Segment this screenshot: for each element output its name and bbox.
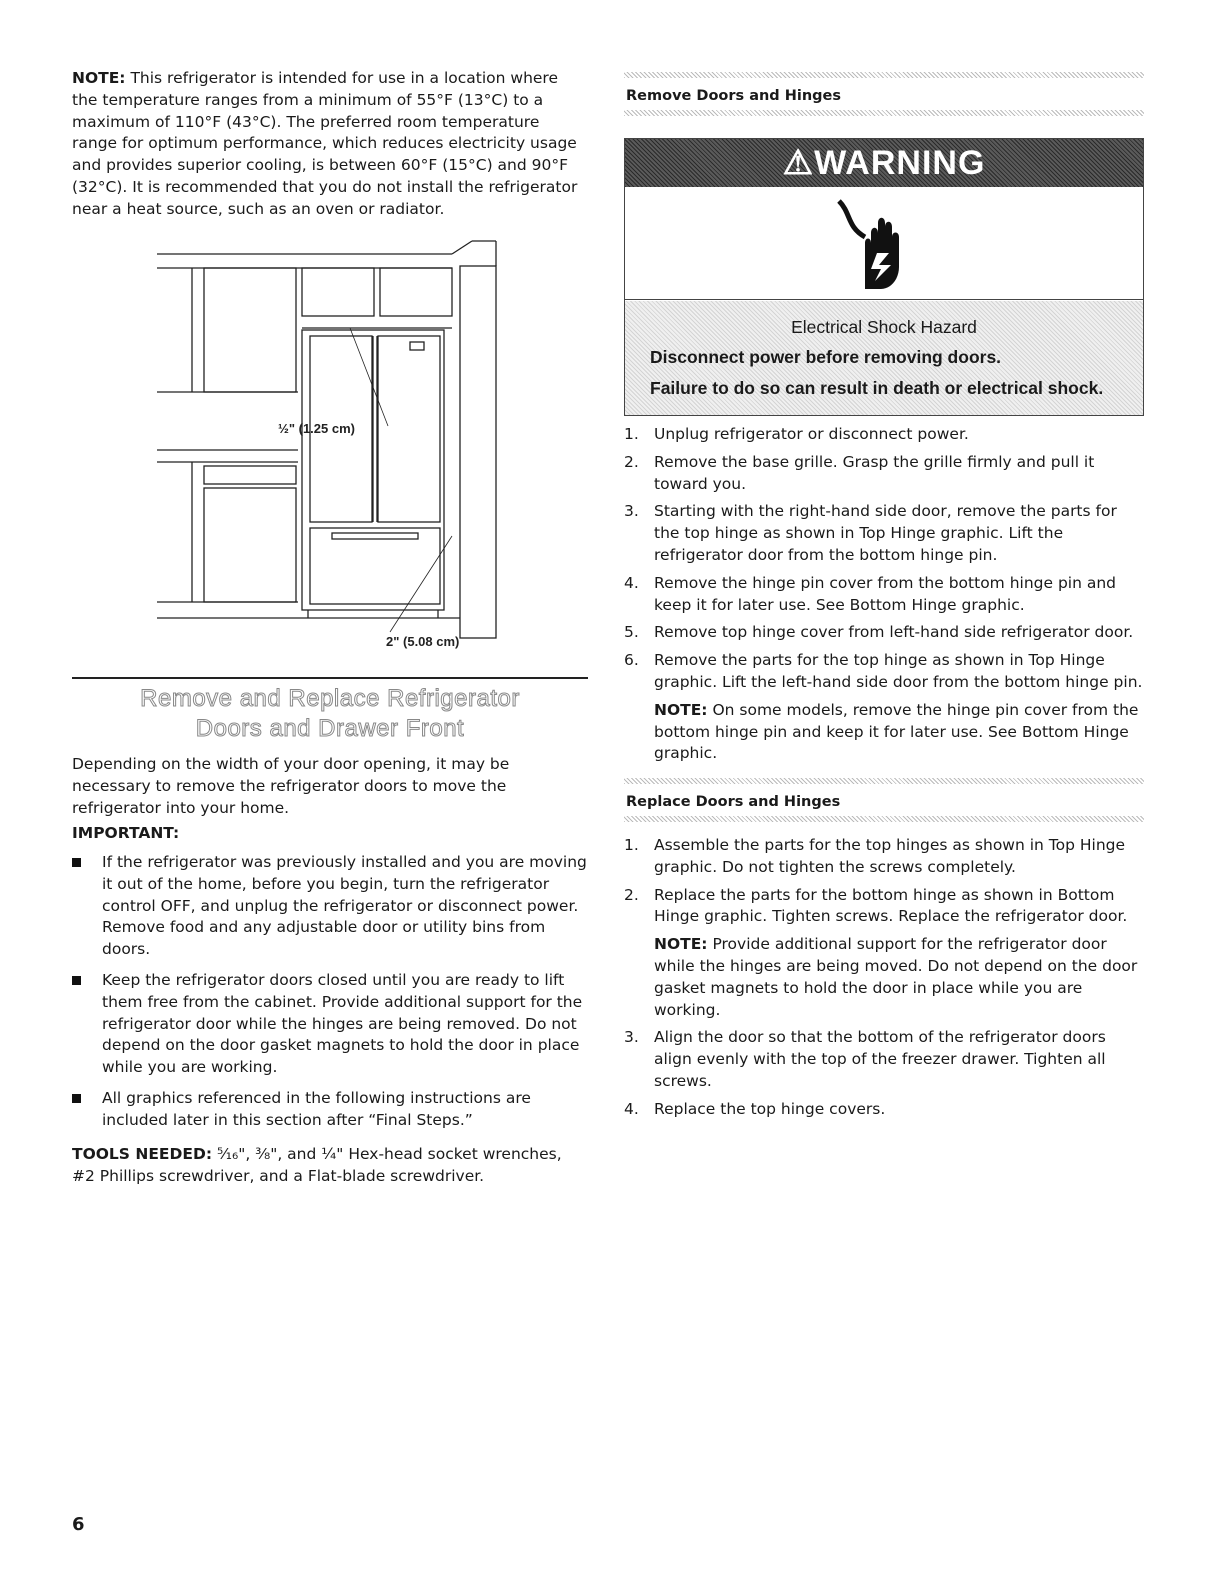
section-title-line1: Remove and Replace Refrigerator: [140, 685, 520, 712]
warning-triangle-icon: ⚠: [782, 144, 815, 182]
hatch-rule: [624, 778, 1144, 784]
square-bullet-icon: [72, 976, 81, 985]
fridge-door-right: [378, 336, 440, 522]
list-item: 1. Assemble the parts for the top hinges as shown in Top Hinge graphic. Do not tighten the screws completely.: [624, 836, 1126, 876]
intro-paragraph: Depending on the width of your door opening, it may be necessary to remove the refrigerator doors to move the refrigerator into your home.: [72, 755, 510, 817]
list-item: Keep the refrigerator doors closed until you are ready to lift them free from the cabinet. Provide additional support for the refrigerator door while the hinges are being removed. Do not depend on the door gasket magnets to hold the door in place while you are working.: [72, 970, 588, 1079]
list-item: All graphics referenced in the following instructions are included later in this section after “Final Steps.”: [72, 1088, 588, 1132]
warning-icon-area: [625, 187, 1143, 300]
list-item: 5. Remove top hinge cover from left-hand side refrigerator door.: [624, 623, 1134, 642]
list-item: 2. Replace the parts for the bottom hinge as shown in Bottom Hinge graphic. Tighten screws. Replace the refrigerator door. NOTE: Provide additional support for the refrigerator door while the hinges are being moved. Do not depend on the door gasket magnets to hold the door in place while you are working.: [624, 885, 1144, 1022]
list-item: 6. Remove the parts for the top hinge as shown in Top Hinge graphic. Lift the left-hand side door from the bottom hinge pin. NOTE: On some models, remove the hinge pin cover from the bottom hinge pin and keep it for later use. See Bottom Hinge graphic.: [624, 650, 1144, 765]
section-title-line2: Doors and Drawer Front: [195, 715, 465, 742]
drawer-handle: [332, 533, 418, 539]
upper-cabinet-right: [380, 268, 452, 316]
remove-steps-list: [624, 424, 1144, 771]
replace-steps-list: [624, 835, 1144, 1127]
upper-cabinet-left: [204, 268, 296, 392]
section-title: [72, 684, 588, 744]
note-text: This refrigerator is intended for use in a location where the temperature ranges from a minimum of 55°F (13°C) to a maximum of 110°F (43°C). The preferred room temperature range for optimum performance, which reduces electricity usage and provides superior cooling, is between 60°F (15°C) and 90°F (32°C). It is recommended that you do not install the refrigerator near a heat source, such as an oven or radiator.: [72, 69, 578, 218]
list-item: 4. Remove the hinge pin cover from the bottom hinge pin and keep it for later use. See Bottom Hinge graphic.: [624, 573, 1117, 614]
warning-header: [625, 139, 1143, 187]
warning-line-1: Disconnect power before removing doors.: [650, 347, 1002, 367]
tools-text: ⁵⁄₁₆", ³⁄₈", and ¼" Hex-head socket wrenches, #2 Phillips screwdriver, and a Flat-blade screwdriver.: [72, 1145, 562, 1185]
list-item: 1. Unplug refrigerator or disconnect power.: [624, 425, 969, 443]
tools-label: TOOLS NEEDED:: [72, 1145, 213, 1163]
electric-shock-hand-icon: [835, 193, 915, 293]
upper-cabinet-mid: [302, 268, 374, 316]
warning-title: WARNING: [814, 144, 986, 182]
replace-doors-heading: Replace Doors and Hinges: [626, 794, 841, 810]
square-bullet-icon: [72, 858, 81, 867]
list-item: 3. Align the door so that the bottom of the refrigerator doors align evenly with the top of the freezer drawer. Tighten all screws.: [624, 1028, 1106, 1090]
list-item: 2. Remove the base grille. Grasp the grille firmly and pull it toward you.: [624, 452, 1095, 493]
temperature-note: [72, 68, 588, 221]
hatch-rule: [624, 110, 1144, 116]
important-label: IMPORTANT:: [72, 824, 180, 842]
top-clearance-label: ½" (1.25 cm): [278, 421, 355, 436]
list-item: 4. Replace the top hinge covers.: [624, 1099, 886, 1118]
step-note: NOTE: Provide additional support for the refrigerator door while the hinges are being moved. Do not depend on the door gasket magnets to hold the door in place while you are working.: [654, 935, 1138, 1019]
note-label: NOTE:: [72, 69, 126, 87]
list-item: 3. Starting with the right-hand side door, remove the parts for the top hinge as shown in Top Hinge graphic. Lift the refrigerator door from the bottom hinge pin.: [624, 502, 1117, 564]
hatch-rule: [624, 72, 1144, 78]
tools-needed: [72, 1144, 588, 1188]
warning-text-panel: [625, 301, 1143, 415]
hatch-rule: [624, 816, 1144, 822]
page-number: 6: [72, 1514, 85, 1535]
warning-box: [624, 138, 1144, 416]
important-bullet-list: [72, 852, 588, 1141]
list-item: If the refrigerator was previously installed and you are moving it out of the home, before you begin, turn the refrigerator control OFF, and unplug the refrigerator or disconnect power. Remove food and any adjustable door or utility bins from doors.: [72, 852, 588, 961]
side-panel: [460, 266, 496, 638]
hazard-title: Electrical Shock Hazard: [791, 317, 977, 337]
remove-doors-heading: Remove Doors and Hinges: [626, 88, 842, 104]
bottom-clearance-label: 2" (5.08 cm): [386, 634, 460, 649]
leader-line-top: [350, 328, 388, 426]
step-note: NOTE: On some models, remove the hinge pin cover from the bottom hinge pin and keep it for later use. See Bottom Hinge graphic.: [654, 700, 1139, 763]
square-bullet-icon: [72, 1094, 81, 1103]
section-divider: [72, 677, 588, 679]
installation-clearance-diagram: [152, 236, 582, 656]
warning-line-2: Failure to do so can result in death or electrical shock.: [650, 378, 1104, 398]
dispenser-panel: [410, 342, 424, 350]
